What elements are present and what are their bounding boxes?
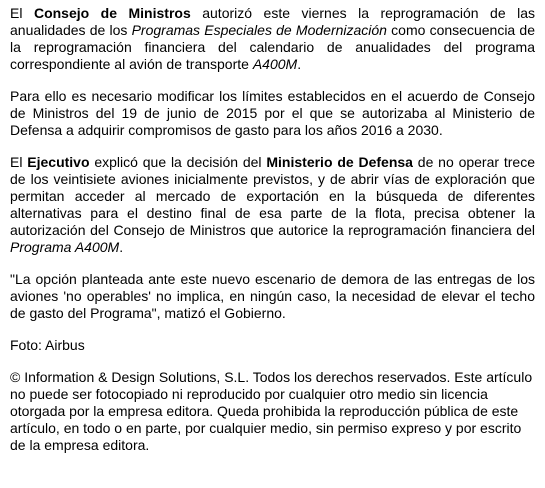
p3-text-2: explicó que la decisión del (89, 154, 267, 170)
article-body (10, 5, 535, 454)
paragraph-4-quote: "La opción planteada ante este nuevo escenario de demora de las entregas de los aviones 'no operables' no implica, en ningún caso, la necesidad de elevar el techo de gasto del Programa", matizó el Gobierno. (10, 271, 535, 321)
p1-text-2: autorizó este viernes la reprogramación de las anualidades de los (10, 5, 535, 38)
p1-text-1: El (10, 5, 34, 21)
p1-italic-programas: Programas Especiales de Modernización (131, 22, 387, 38)
paragraph-2: Para ello es necesario modificar los límites establecidos en el acuerdo de Consejo de Ministros del 19 de junio de 2015 por el que se autorizaba al Ministerio de Defensa a adquirir compromisos de gasto para los años 2016 a 2030. (10, 88, 535, 138)
p3-italic-programa: Programa A400M (10, 239, 120, 255)
copyright-notice: © Information & Design Solutions, S.L. Todos los derechos reservados. Este artículo no puede ser fotocopiado ni reproducido por cualquier otro medio sin licencia otorgada por la empresa editora. Queda prohibida la reproducción pública de este artículo, en todo o en parte, por cualquier medio, sin permiso expreso y por escrito de la empresa editora. (10, 369, 533, 453)
paragraph-1 (10, 5, 535, 73)
p3-text-1: El (10, 154, 28, 170)
p1-italic-a400m: A400M (252, 56, 298, 72)
photo-credit: Foto: Airbus (10, 337, 85, 353)
paragraph-3 (10, 154, 535, 256)
p1-text-3: como consecuencia de la reprogramación financiera del calendario de anualidades del programa correspondiente al avión de transporte (10, 22, 535, 72)
p3-text-4: . (119, 239, 124, 255)
p1-bold-consejo: Consejo de Ministros (33, 5, 191, 21)
p3-bold-ministerio: Ministerio de Defensa (266, 154, 413, 170)
p3-bold-ejecutivo: Ejecutivo (27, 154, 90, 170)
p3-text-3: de no operar trece de los veintisiete aviones inicialmente previstos, y de abrir vías de exploración que permitan acceder al mercado de exportación en la búsqueda de diferentes alternativas para el destino final de esa parte de la flota, precisa obtener la autorización del Consejo de Ministros que autorice la reprogramación financiera del (10, 154, 535, 238)
p1-text-4: . (297, 56, 302, 72)
